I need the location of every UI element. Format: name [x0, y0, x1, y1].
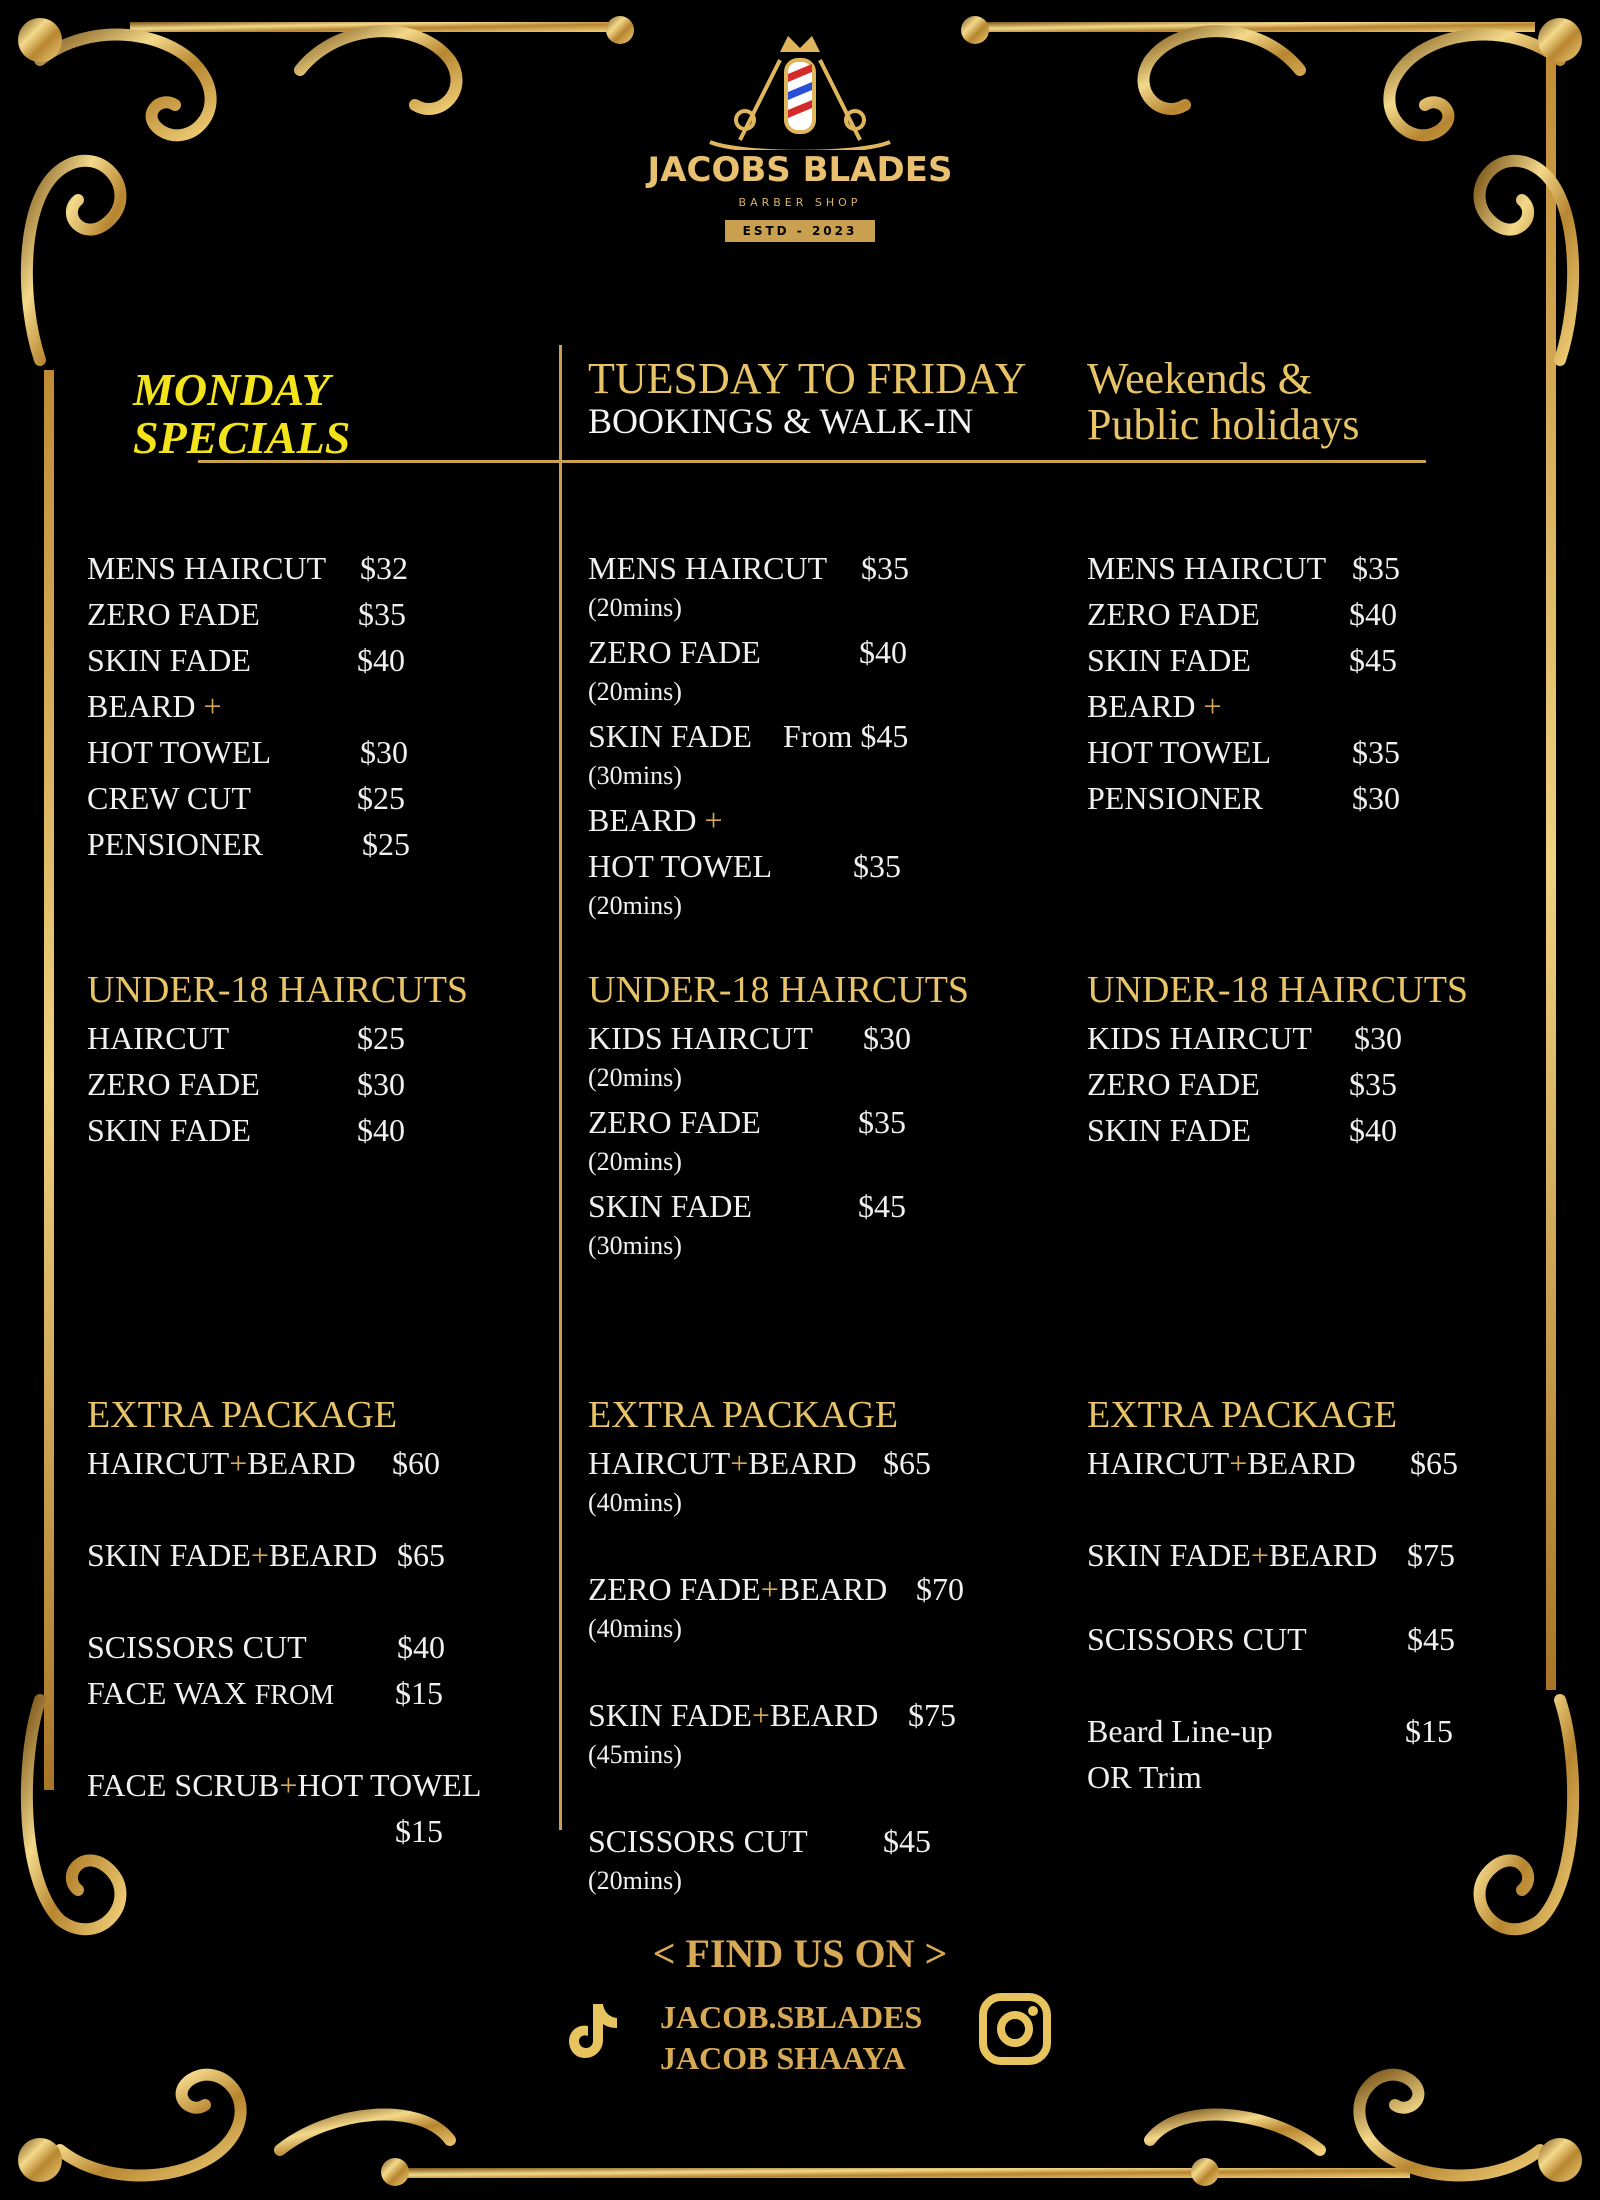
list-item: SKIN FADE+BEARD $75 — [1087, 1537, 1455, 1573]
duration: (40mins) — [588, 1488, 682, 1517]
list-item: OR Trim — [1087, 1759, 1202, 1795]
section-title: EXTRA PACKAGE — [87, 1394, 398, 1436]
section-title: EXTRA PACKAGE — [1087, 1394, 1398, 1436]
list-item: FACE WAX FROM $15 — [87, 1675, 443, 1711]
duration: (20mins) — [588, 891, 682, 920]
list-item: HOT TOWEL $30 — [87, 734, 408, 770]
instagram-icon[interactable] — [978, 1992, 1052, 2066]
weekday-heading: TUESDAY TO FRIDAY BOOKINGS & WALK-IN — [588, 354, 1027, 441]
list-item: HAIRCUT+BEARD $65 — [588, 1445, 931, 1481]
list-item: SCISSORS CUT $45 — [588, 1823, 931, 1859]
monday-extra — [87, 1390, 527, 1854]
list-item: HOT TOWEL $35 — [1087, 734, 1400, 770]
list-item: ZERO FADE $40 — [1087, 596, 1397, 632]
list-item: FACE SCRUB+HOT TOWEL — [87, 1767, 482, 1803]
list-item: PENSIONER $25 — [87, 826, 410, 862]
list-item: MENS HAIRCUT $35 — [1087, 550, 1400, 586]
weekend-column — [1087, 545, 1527, 821]
duration: (20mins) — [588, 593, 682, 622]
weekday-under18 — [588, 965, 1028, 1267]
brand-logo — [630, 30, 970, 280]
duration: (20mins) — [588, 1063, 682, 1092]
duration: (45mins) — [588, 1740, 682, 1769]
section-title: UNDER-18 HAIRCUTS — [588, 969, 970, 1011]
tiktok-handle[interactable]: JACOB.SBLADES — [660, 1999, 923, 2035]
weekday-column — [588, 545, 1028, 927]
list-item: BEARD + — [87, 688, 222, 724]
list-item: SKIN FADE $45 — [1087, 642, 1397, 678]
section-title: UNDER-18 HAIRCUTS — [87, 969, 469, 1011]
list-item: Beard Line-up $15 — [1087, 1713, 1453, 1749]
list-item: MENS HAIRCUT $32 — [87, 550, 408, 586]
list-item: KIDS HAIRCUT $30 — [588, 1020, 911, 1056]
list-item: SKIN FADE+BEARD $75 — [588, 1697, 956, 1733]
weekend-under18 — [1087, 965, 1527, 1153]
list-item: KIDS HAIRCUT $30 — [1087, 1020, 1402, 1056]
list-item: CREW CUT $25 — [87, 780, 405, 816]
list-item: MENS HAIRCUT $35 — [588, 550, 909, 586]
list-item: SCISSORS CUT $45 — [1087, 1621, 1455, 1657]
monday-under18 — [87, 965, 527, 1153]
list-item: ZERO FADE $35 — [588, 1104, 906, 1140]
barber-pole-crown-icon — [700, 30, 900, 150]
find-us-title: < FIND US ON > — [652, 1931, 948, 1976]
list-item: BEARD + — [588, 802, 723, 838]
list-item: PENSIONER $30 — [1087, 780, 1400, 816]
duration: (20mins) — [588, 1147, 682, 1176]
weekend-heading: Weekends & Public holidays — [1087, 354, 1360, 449]
list-item: BEARD + — [1087, 688, 1222, 724]
instagram-handle[interactable]: JACOB SHAAYA — [660, 2040, 906, 2076]
list-item: ZERO FADE $30 — [87, 1066, 405, 1102]
duration: (30mins) — [588, 1231, 682, 1260]
duration: (30mins) — [588, 761, 682, 790]
list-item: SCISSORS CUT $40 — [87, 1629, 445, 1665]
duration: (20mins) — [588, 1866, 682, 1895]
brand-subtitle: BARBER SHOP — [738, 196, 862, 209]
list-item: HAIRCUT $25 — [87, 1020, 405, 1056]
list-item: ZERO FADE $40 — [588, 634, 907, 670]
list-item: SKIN FADE+BEARD $65 — [87, 1537, 445, 1573]
monday-column — [87, 545, 527, 867]
list-item: ZERO FADE $35 — [1087, 1066, 1397, 1102]
section-title: EXTRA PACKAGE — [588, 1394, 899, 1436]
weekday-extra — [588, 1390, 1028, 1902]
duration: (20mins) — [588, 677, 682, 706]
brand-established: ESTD - 2023 — [725, 220, 875, 242]
brand-name: JACOBS BLADES — [647, 150, 953, 190]
list-item: SKIN FADE $40 — [87, 642, 405, 678]
list-item: HAIRCUT+BEARD $60 — [87, 1445, 440, 1481]
duration: (40mins) — [588, 1614, 682, 1643]
list-item: SKIN FADE From $45 — [588, 718, 909, 754]
weekend-extra — [1087, 1390, 1527, 1800]
list-item: HOT TOWEL $35 — [588, 848, 901, 884]
section-title: UNDER-18 HAIRCUTS — [1087, 969, 1469, 1011]
list-item: SKIN FADE $40 — [1087, 1112, 1397, 1148]
list-item: SKIN FADE $45 — [588, 1188, 906, 1224]
list-item: SKIN FADE $40 — [87, 1112, 405, 1148]
list-item: ZERO FADE $35 — [87, 596, 406, 632]
list-item: HAIRCUT+BEARD $65 — [1087, 1445, 1458, 1481]
list-item: $15 — [395, 1813, 443, 1849]
tiktok-icon[interactable] — [563, 1998, 627, 2062]
list-item: ZERO FADE+BEARD $70 — [588, 1571, 964, 1607]
monday-heading: MONDAY SPECIALS — [133, 364, 351, 463]
